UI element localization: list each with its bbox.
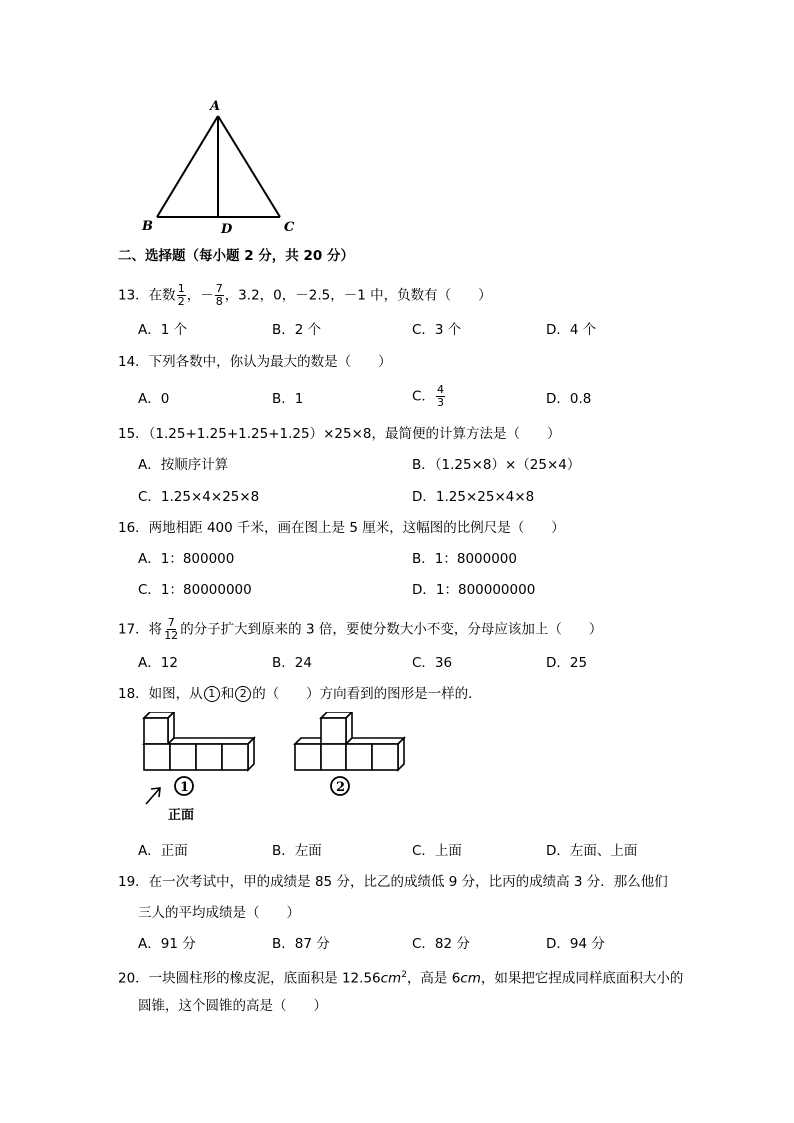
- q20-text-b: ，高是 6: [406, 970, 461, 987]
- q14-option-a[interactable]: A．0: [138, 391, 170, 407]
- q15-option-c[interactable]: C．1.25×4×25×8: [138, 489, 260, 505]
- q17-prefix: 17．将: [118, 621, 163, 638]
- q16-option-d[interactable]: D．1：800000000: [412, 582, 536, 598]
- q19-option-c[interactable]: C．82 分: [412, 936, 470, 952]
- q15-option-b[interactable]: B．（1.25×8）×（25×4）: [412, 457, 581, 473]
- q20-text-c: ，如果把它捏成同样底面积大小的: [480, 970, 684, 987]
- q17-option-d[interactable]: D．25: [546, 655, 588, 671]
- q20-unit-1: cm: [380, 970, 402, 987]
- question-17: [118, 617, 602, 642]
- q20-text-a: 20．一块圆柱形的橡皮泥，底面积是 12.56: [118, 970, 381, 987]
- q18-prefix: 18．如图，从: [118, 686, 203, 702]
- figure-1-label: 1: [180, 780, 190, 795]
- q17-option-c[interactable]: C．36: [412, 655, 453, 671]
- question-19-line-2: 三人的平均成绩是（ ）: [138, 905, 300, 921]
- q14-option-d[interactable]: D．0.8: [546, 391, 592, 407]
- cube-figure-2: [295, 712, 404, 770]
- q17-fraction: $\frac{7}{12}$: [164, 616, 179, 642]
- question-20-line-2: 圆锥，这个圆锥的高是（ ）: [138, 998, 327, 1014]
- triangle-figure: [130, 92, 310, 240]
- question-13: [118, 283, 492, 308]
- question-20-line-1: [118, 965, 683, 989]
- q13-fraction-2: $\frac{7}{8}$: [215, 282, 223, 308]
- question-15: 15．（1.25+1.25+1.25+1.25）×25×8，最简便的计算方法是（ ）: [118, 426, 561, 442]
- q18-circled-2: 2: [235, 686, 251, 702]
- q18-circled-1: 1: [204, 686, 220, 702]
- q13-rest: ，3.2，0，－2.5，－1 中，负数有（ ）: [224, 287, 492, 304]
- question-19-line-1: 19．在一次考试中，甲的成绩是 85 分，比乙的成绩低 9 分，比丙的成绩高 3 分．那么他们: [118, 874, 668, 890]
- vertex-a-label: A: [210, 99, 221, 114]
- question-16: 16．两地相距 400 千米，画在图上是 5 厘米，这幅图的比例尺是（ ）: [118, 520, 565, 536]
- q19-option-a[interactable]: A．91 分: [138, 936, 196, 952]
- q17-option-a[interactable]: A．12: [138, 655, 178, 671]
- figure-2-label: 2: [336, 780, 346, 795]
- q17-option-b[interactable]: B．24: [272, 655, 312, 671]
- q20-superscript: 2: [401, 970, 407, 980]
- q20-unit-2: cm: [460, 970, 481, 987]
- q18-option-c[interactable]: C．上面: [412, 843, 462, 859]
- vertex-b-label: B: [142, 219, 153, 234]
- q13-option-a[interactable]: A．1 个: [138, 322, 188, 338]
- q19-option-b[interactable]: B．87 分: [272, 936, 330, 952]
- q13-sep: ，－: [186, 287, 214, 304]
- q18-option-b[interactable]: B．左面: [272, 843, 322, 859]
- q14-option-b[interactable]: B．1: [272, 391, 304, 407]
- q19-option-d[interactable]: D．94 分: [546, 936, 605, 952]
- cube-figure-1: [144, 712, 254, 770]
- question-18: [118, 684, 482, 704]
- q14-option-c-fraction: $\frac{4}{3}$: [436, 383, 444, 409]
- q14-option-c[interactable]: [412, 384, 446, 409]
- q14-option-c-prefix: C．: [412, 388, 435, 405]
- point-d-label: D: [221, 222, 233, 237]
- q18-option-a[interactable]: A．正面: [138, 843, 188, 859]
- vertex-c-label: C: [284, 220, 295, 235]
- q13-option-c[interactable]: C．3 个: [412, 322, 462, 338]
- q15-option-a[interactable]: A．按顺序计算: [138, 457, 229, 473]
- q16-option-b[interactable]: B．1：8000000: [412, 551, 517, 567]
- q13-option-b[interactable]: B．2 个: [272, 322, 322, 338]
- q17-rest: 的分子扩大到原来的 3 倍，要使分数大小不变，分母应该加上（ ）: [180, 621, 603, 638]
- question-14: 14．下列各数中，你认为最大的数是（ ）: [118, 354, 392, 370]
- q18-rest: 的（ ）方向看到的图形是一样的．: [252, 686, 482, 702]
- q16-option-c[interactable]: C．1：80000000: [138, 582, 252, 598]
- front-view-arrow-icon: [146, 788, 160, 804]
- q15-option-d[interactable]: D．1.25×25×4×8: [412, 489, 535, 505]
- q18-option-d[interactable]: D．左面、上面: [546, 843, 638, 859]
- q13-fraction-1: $\frac{1}{2}$: [177, 282, 185, 308]
- q13-prefix: 13．在数: [118, 287, 176, 304]
- section-title: 二、选择题（每小题 2 分，共 20 分）: [118, 248, 354, 264]
- front-view-label: 正面: [168, 808, 195, 823]
- q16-option-a[interactable]: A．1：800000: [138, 551, 235, 567]
- q13-option-d[interactable]: D．4 个: [546, 322, 597, 338]
- q18-mid: 和: [220, 686, 235, 702]
